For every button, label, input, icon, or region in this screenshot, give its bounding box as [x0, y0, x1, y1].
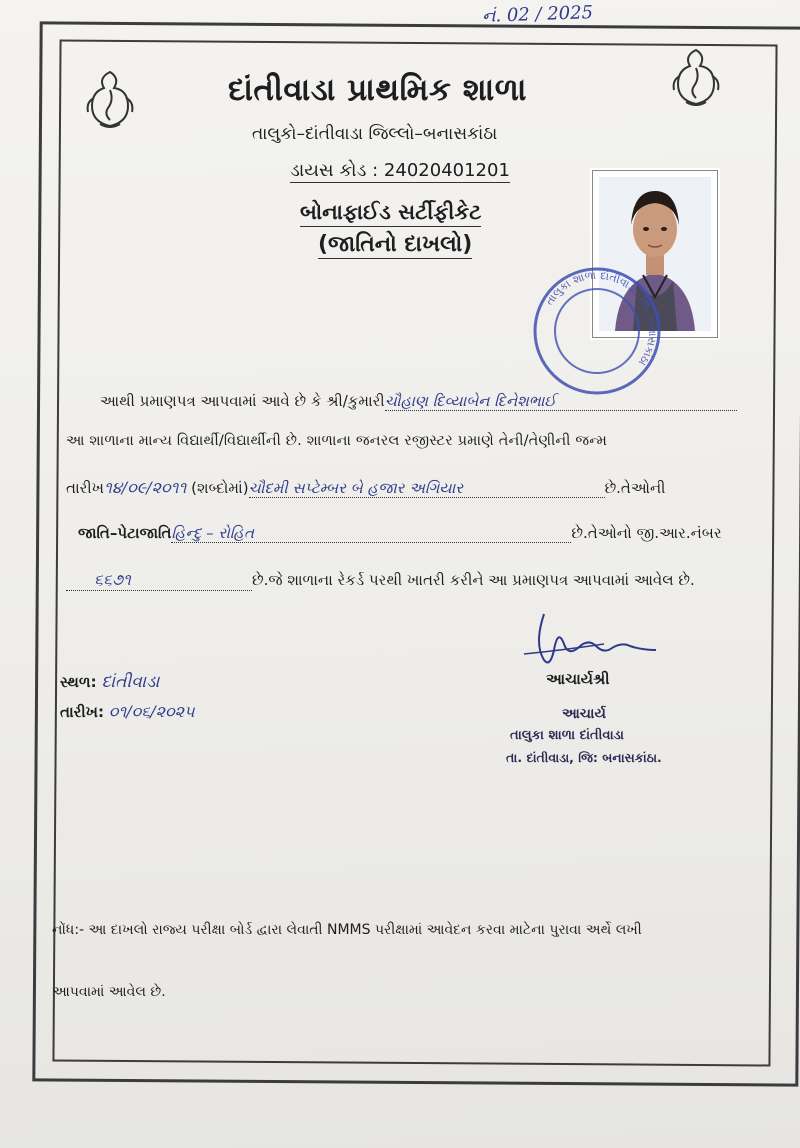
svg-text:તાલુકા શાળા દાંતીવાડા, જિ. બના: તાલુકા શાળા દાંતીવાડા, જિ. બનાસકાંઠા	[542, 268, 660, 369]
dob-words-value: ચૌદમી સપ્ટેમ્બર બે હજાર અગિયાર	[248, 479, 464, 497]
place-label: સ્થળ:	[60, 673, 97, 691]
caste-value: હિન્દુ – રોહિત	[171, 524, 254, 542]
caste-label: જાતિ–પેટાજાતિ	[78, 524, 172, 542]
school-seal-icon	[530, 264, 664, 398]
ganesh-emblem-right-icon	[666, 44, 726, 110]
school-name: દાંતીવાડા પ્રાથમિક શાળા	[228, 72, 527, 108]
date-label: તારીખ:	[60, 703, 104, 721]
gr-number-value: ૬૬૭૧	[94, 570, 131, 589]
location-line: તાલુકો–દાંતીવાડા જિલ્લો–બનાસકાંઠા	[252, 124, 498, 144]
certificate-subtitle: (જાતિનો દાખલો)	[318, 232, 473, 257]
line4-end: છે.તેઓનો જી.આર.નંબર	[571, 524, 722, 542]
line5-text: છે.જે શાળાના રેકર્ડ પરથી ખાતરી કરીને આ પ્રમાણપત્ર આપવામાં આવેલ છે.	[252, 571, 695, 589]
words-label: (શબ્દોમાં)	[191, 479, 249, 497]
signatory-title: આચાર્યશ્રી	[546, 670, 610, 688]
stamp-line-2: તાલુકા શાળા દાંતીવાડા	[510, 728, 624, 743]
ganesh-emblem-left-icon	[80, 66, 140, 132]
place-row	[60, 672, 159, 692]
body-line-3	[66, 478, 665, 498]
gr-number	[66, 570, 252, 591]
date-value: ૦૧/૦૬/૨૦૨૫	[108, 702, 195, 721]
student-name	[385, 392, 737, 411]
line3-end: છે.તેઓની	[604, 479, 666, 497]
body-line-5	[66, 570, 695, 591]
place-value: દાંતીવાડા	[101, 672, 160, 692]
date-row	[60, 702, 195, 722]
caste-field	[171, 524, 571, 543]
note-line-1: નોંધ:- આ દાખલો રાજ્ય પરીક્ષા બોર્ડ દ્વારા લેવાતી NMMS પરીક્ષામાં આવેદન કરવા માટેના પુરાવા અર્થે લખી	[52, 922, 642, 938]
stamp-line-1: આચાર્ય	[562, 706, 606, 722]
dise-code: ડાયસ કોડ : 24020401201	[290, 160, 510, 181]
body-line-4	[78, 524, 722, 543]
student-name-value: ચૌહાણ દિવ્યાબેન દિનેશભાઈ	[384, 392, 557, 410]
body-line-1	[100, 392, 737, 411]
note-line-2: આપવામાં આવેલ છે.	[52, 984, 166, 1000]
dob-value: ૧૪/૦૯/૨૦૧૧	[104, 478, 187, 497]
stamp-line-3: તા. દાંતીવાડા, જિ: બનાસકાંઠા.	[506, 750, 662, 765]
dob-label: તારીખ	[66, 479, 104, 497]
principal-signature-icon	[520, 606, 670, 670]
serial-number: નં. 02 / 2025	[481, 2, 594, 27]
body-line-2: આ શાળાના માન્ય વિદ્યાર્થી/વિદ્યાર્થીની છે. શાળાના જનરલ રજીસ્ટર પ્રમાણે તેની/તેણીની જન્મ	[66, 432, 608, 449]
dob-words	[249, 479, 605, 498]
line1-text: આથી પ્રમાણપત્ર આપવામાં આવે છે કે શ્રી/કુમારી	[100, 392, 385, 410]
certificate-title: બોનાફાઈડ સર્ટીફીકેટ	[300, 200, 481, 227]
